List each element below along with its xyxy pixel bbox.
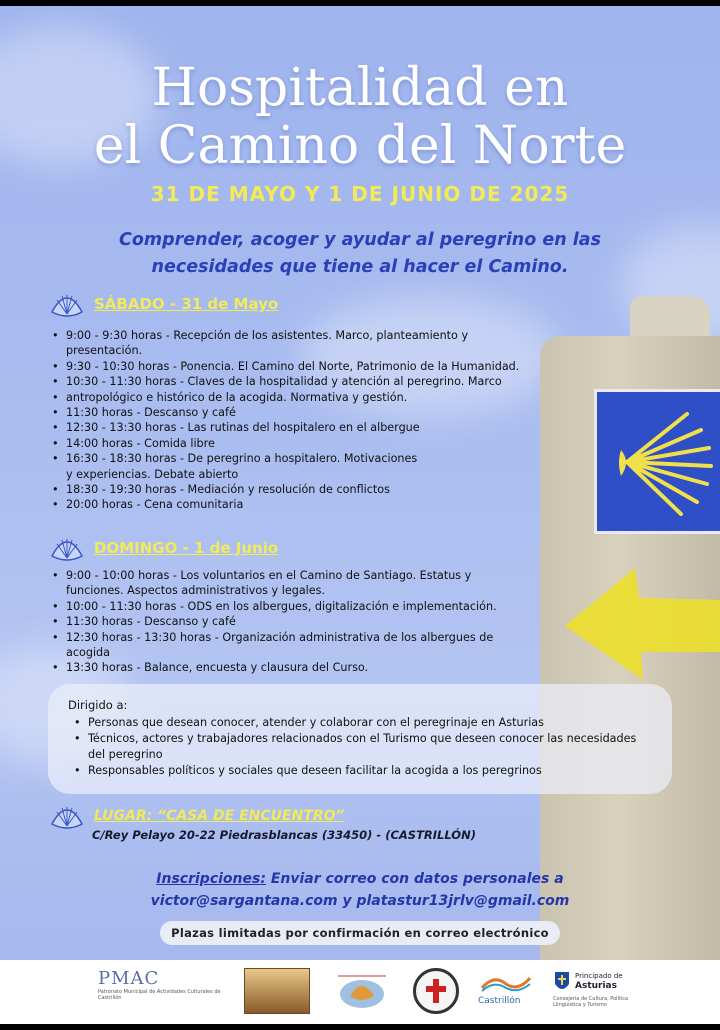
saturday-agenda-item: • 12:30 - 13:30 horas - Las rutinas del hospitalero en el albergue [52, 420, 519, 435]
audience-heading: Dirigido a: [68, 698, 128, 712]
subtitle-line-1: Comprender, acoger y ayudar al peregrino en las [119, 230, 601, 250]
plazas-badge: Plazas limitadas por confirmación en correo electrónico [160, 921, 560, 945]
pilgrims-logo [244, 968, 310, 1014]
address: C/Rey Pelayo 20-22 Piedrasblancas (33450) - (CASTRILLÓN) [92, 828, 476, 842]
audience-box [48, 684, 672, 794]
audience-item: • Personas que desean conocer, atender y colaborar con el peregrinaje en Asturias [68, 715, 652, 731]
pmac-subtitle: Patronato Municipal de Actividades Culturales de Castrillón [98, 989, 221, 1001]
castrillon-text: Castrillón [478, 996, 521, 1006]
scallop-icon [50, 534, 84, 562]
castrillon-wave-icon [478, 974, 534, 992]
sunday-agenda [52, 568, 497, 676]
sunday-agenda-item: • 12:30 horas - 13:30 horas - Organización administrativa de los albergues de [52, 630, 497, 645]
audience-item: • Responsables políticos y sociales que deseen facilitar la acogida a los peregrinos [68, 763, 652, 779]
sunday-agenda-item: acogida [66, 646, 111, 660]
saturday-agenda-item: • 14:00 horas - Comida libre [52, 436, 519, 451]
sunday-agenda-item: • 13:30 horas - Balance, encuesta y clausura del Curso. [52, 660, 497, 675]
inscripciones-label: Inscripciones: [156, 871, 266, 887]
yellow-arrow-icon [555, 556, 720, 686]
contact-emails[interactable]: victor@sargantana.com y platastur13jrlv@gmail.com [150, 893, 570, 909]
saturday-label: SÁBADO - 31 de Mayo [94, 295, 279, 313]
saturday-agenda-item: • 20:00 horas - Cena comunitaria [52, 497, 519, 512]
asturias-subtitle: Consejería de Cultura, Política Llingüística y Turismo [553, 996, 629, 1008]
audience-item: • Técnicos, actores y trabajadores relacionados con el Turismo que deseen conocer las necesidades del peregrino [68, 731, 652, 763]
asturias-logo [553, 968, 643, 1008]
association-logo [334, 972, 390, 1012]
asturias-crest-icon [553, 968, 571, 994]
inscripciones-text: Enviar correo con datos personales a [265, 871, 564, 887]
sunday-header [50, 534, 278, 562]
saturday-agenda-item: • 9:30 - 10:30 horas - Ponencia. El Camino del Norte, Patrimonio de la Humanidad. [52, 359, 519, 374]
pmac-logo [98, 968, 228, 1001]
saturday-agenda-item: • 16:30 - 18:30 horas - De peregrino a hospitalero. Motivaciones [52, 451, 519, 466]
inscripciones [0, 868, 720, 912]
asturias-line-2: Asturias [575, 981, 617, 991]
saturday-agenda-item: • 18:30 - 19:30 horas - Mediación y resolución de conflictos [52, 482, 519, 497]
scallop-icon [50, 802, 84, 830]
event-date: 31 DE MAYO Y 1 DE JUNIO DE 2025 [150, 182, 570, 206]
title-line-2: el Camino del Norte [93, 116, 627, 176]
sponsor-footer [0, 960, 720, 1024]
title-line-1: Hospitalidad en [151, 58, 569, 118]
audience-list [68, 715, 652, 779]
camino-norte-seal [413, 968, 459, 1014]
saturday-agenda-item: • antropológico e histórico de la acogida. Normativa y gestión. [52, 390, 519, 405]
poster [0, 6, 720, 960]
saturday-agenda-item: presentación. [66, 344, 143, 358]
scallop-tile [594, 389, 720, 534]
lugar-label: LUGAR: “CASA DE ENCUENTRO” [94, 808, 345, 824]
sunday-agenda-item: • 11:30 horas - Descanso y café [52, 614, 497, 629]
scallop-logo-icon [334, 972, 390, 1012]
scallop-icon [50, 290, 84, 318]
saturday-agenda [52, 328, 519, 513]
subtitle-line-2: necesidades que tiene al hacer el Camino. [151, 257, 569, 277]
saturday-header [50, 290, 278, 318]
sunday-label: DOMINGO - 1 de Junio [94, 539, 279, 557]
scallop-shell-icon [597, 392, 720, 531]
cross-icon [416, 971, 456, 1011]
sunday-agenda-item: funciones. Aspectos administrativos y legales. [66, 584, 326, 598]
saturday-agenda-item: • 9:00 - 9:30 horas - Recepción de los asistentes. Marco, planteamiento y [52, 328, 519, 343]
lugar-header [50, 802, 345, 830]
sunday-agenda-item: • 9:00 - 10:00 horas - Los voluntarios en el Camino de Santiago. Estatus y [52, 568, 497, 583]
saturday-agenda-item: • 11:30 horas - Descanso y café [52, 405, 519, 420]
asturias-line-1: Principado de [575, 972, 623, 980]
sunday-agenda-item: • 10:00 - 11:30 horas - ODS en los albergues, digitalización e implementación. [52, 599, 497, 614]
castrillon-logo [478, 974, 534, 1006]
pmac-text: PMAC [98, 968, 160, 989]
saturday-agenda-item: y experiencias. Debate abierto [66, 467, 239, 481]
saturday-agenda-item: • 10:30 - 11:30 horas - Claves de la hospitalidad y atención al peregrino. Marco [52, 374, 519, 389]
